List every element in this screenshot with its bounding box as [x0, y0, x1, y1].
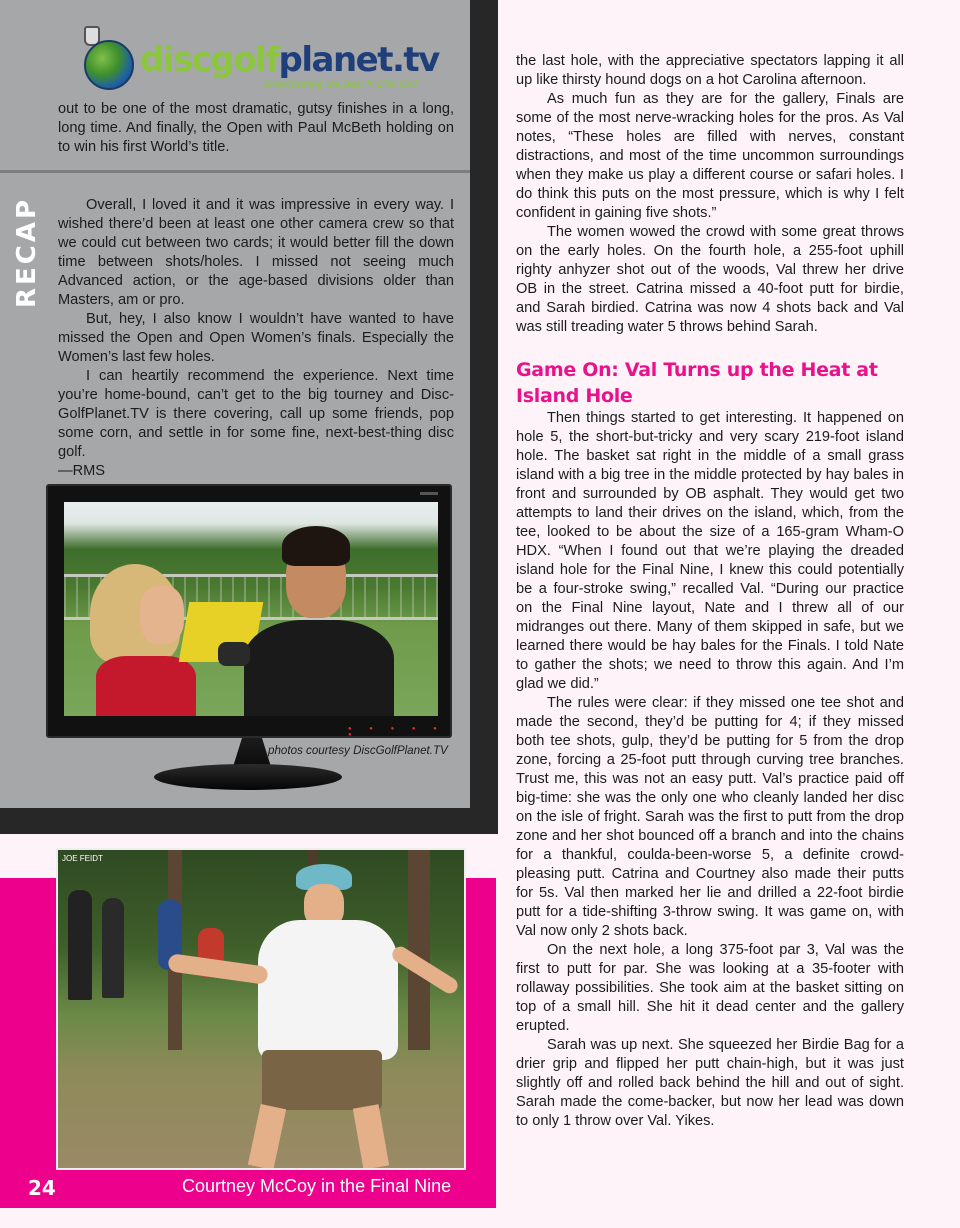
article-paragraph: The rules were clear: if they missed one tee shot and made the second, they’d be putting for 4; if they missed both tee shots, gulp, they’d be putting for 5 from the drop zone, forcing a 25-foot putt through curving tree branches. Trust me, this was not an easy putt. Val’s practice paid off big-time: she was the only one who cleanly landed her disc on the isle of fright. Sarah was the first to putt from the drop zone and her shot bounced off a branch and into the chains for a thankful, coulda-been-worse 5, a definite crowd-pleasing putt. Catrina and Courtney also made their putts for 5s. Val then marked her lie and drilled a 22-foot birdie putt for a tide-shifting 3-throw swing. It was game on, with Val now only 2 shots back.: [516, 695, 904, 939]
photo-watermark: JOE FEIDT: [62, 854, 103, 863]
discgolfplanet-logo: [80, 26, 440, 92]
article-paragraph: On the next hole, a long 375-foot par 3, Val was the first to putt for par. She was looking at a 35-footer with rollaway possibilities. She took aim at the basket sitting on top of a small hill. She hit it dead center and the gallery erupted.: [516, 942, 904, 1034]
logo-wordmark: discgolfplanet.tv: [140, 40, 439, 80]
sidebar-paragraph: I can heartily recommend the experience. Next time you’re home-bound, can’t get to the big tourney and Disc-GolfPlanet.TV is there covering, call up some friends, pop some corn, and settle in for some fine, next-best-thing disc golf.: [58, 368, 454, 460]
monitor-badge: [420, 492, 438, 495]
sidebar-body-text: [58, 196, 454, 481]
photo-credit: photos courtesy DiscGolfPlanet.TV: [268, 744, 448, 757]
sidebar-top-paragraph: out to be one of the most dramatic, gutsy finishes in a long, long time. And finally, the Open with Paul McBeth holding on to win his first World’s title.: [58, 101, 454, 155]
player-shorts: [262, 1050, 382, 1110]
monitor-image: [46, 484, 452, 738]
section-heading: Game On: Val Turns up the Heat at Island Hole: [516, 359, 878, 407]
sidebar-divider: [0, 170, 470, 173]
article-paragraph: the last hole, with the appreciative spectators lapping it all up like thirsty hound dogs on a hot Carolina afternoon.: [516, 53, 904, 88]
photo-caption: Courtney McCoy in the Final Nine: [182, 1176, 452, 1196]
page-number: 24: [28, 1176, 56, 1200]
monitor-buttons: ● ● ● ● ● ●: [348, 726, 445, 738]
section-label: RECAP: [12, 196, 42, 308]
article-paragraph: Then things started to get interesting. It happened on hole 5, the short-but-tricky and very scary 219-foot island hole. The basket sat right in the middle of a small grass island with a big tree in the middle protected by hay bales in front and surrounded by OB asphalt. They would get two attempts to land their drives on the island, which, from the tee, looked to be about the size of a 165-gram Wham-O HDX. “When I found out that we’re playing the dreaded island hole for the Final Nine, I knew this could potentially be a four-stroke swing,” recalled Val. “During our practice on the Final Nine layout, Nate and I threw all of our midranges out there. Many of them skipped in safe, but we learned there would be hay bales for the Finals. I told Nate to gather the shots; we need to throw this again. And I’m glad we did.”: [516, 410, 904, 692]
interview-screenshot: [64, 502, 438, 716]
article-paragraph: Sarah was up next. She squeezed her Birdie Bag for a drier grip and flipped her putt chain-high, but it was just slightly off and rolled back behind the hill and out of sight. Sarah made the come-backer, but now her lead was down to only 1 throw over Val. Yikes.: [516, 1037, 904, 1129]
author-signature: —RMS: [58, 463, 106, 479]
sidebar-paragraph: Overall, I loved it and it was impressive in every way. I wished there’d been at least one other camera crew so that we could cut between two cards; it would better fill the down time between shots/holes. I missed not seeing much Advanced action, or the age-based divisions older than Masters, am or pro.: [58, 197, 454, 308]
article-paragraph: As much fun as they are for the gallery, Finals are some of the most nerve-wracking holes for the pros. As Val notes, “These holes are filled with nerves, constant distractions, and most of the time uncommon surroundings when they make us play a different course or safari holes. I do think this puts on the most pressure, which is why I felt confident in gaining five shots.”: [516, 91, 904, 221]
logo-tagline: Broadcasting the Best in Disc Golf: [264, 80, 418, 90]
sidebar-top-text: [58, 100, 454, 157]
player-shirt: [258, 920, 398, 1060]
article-paragraph: The women wowed the crowd with some great throws on the early holes. On the fourth hole, a 255-foot uphill righty anhyzer shot out of the woods, Val threw her drive OB in the street. Catrina missed a 40-foot putt for birdie, and Sarah birdied. Catrina was now 4 shots back and Val was still treading water 5 throws behind Sarah.: [516, 224, 904, 335]
sidebar-shadow: [470, 0, 498, 834]
globe-icon: [84, 40, 134, 90]
microphone-icon: [218, 642, 250, 666]
sidebar-shadow-bottom: [0, 808, 498, 834]
article-column: [516, 52, 904, 1131]
sidebar-paragraph: But, hey, I also know I wouldn’t have wanted to have missed the Open and Open Women’s finals. Especially the Women’s last few holes.: [58, 311, 454, 365]
action-photo: [56, 848, 466, 1170]
player-figure: [234, 526, 404, 716]
monitor-stand-base: [154, 764, 342, 790]
